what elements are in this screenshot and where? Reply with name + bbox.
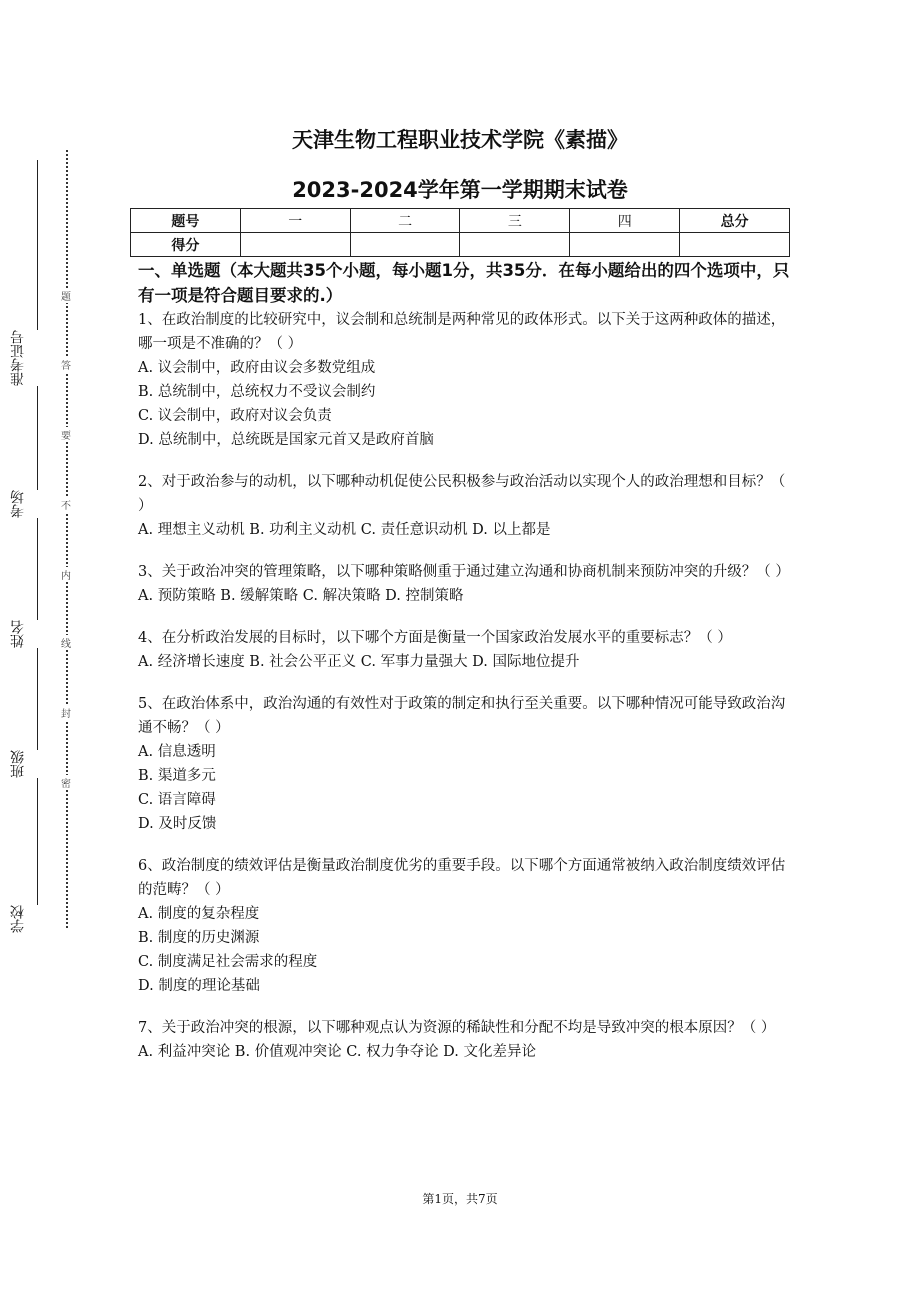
question-option: C. 制度满足社会需求的程度 xyxy=(138,954,318,970)
score-cell-empty xyxy=(460,233,570,257)
question-4 xyxy=(138,626,793,674)
binding-field-ticket-number: 准考证号 xyxy=(8,330,38,386)
question-options: A. 预防策略 B. 缓解策略 C. 解决策略 D. 控制策略 xyxy=(138,588,464,604)
question-options: A. 理想主义动机 B. 功利主义动机 C. 责任意识动机 D. 以上都是 xyxy=(138,522,551,538)
score-cell-empty xyxy=(680,233,790,257)
exam-content xyxy=(138,258,793,1064)
score-cell-empty xyxy=(570,233,680,257)
question-option: B. 制度的历史渊源 xyxy=(138,930,260,946)
score-cell-empty xyxy=(350,233,460,257)
question-1 xyxy=(138,308,793,452)
question-options: A. 利益冲突论 B. 价值观冲突论 C. 权力争夺论 D. 文化差异论 xyxy=(138,1044,537,1060)
exam-title-term: 2023-2024学年第一学期期末试卷 xyxy=(292,178,628,202)
score-cell-part-4: 四 xyxy=(570,209,680,233)
question-options: A. 经济增长速度 B. 社会公平正义 C. 军事力量强大 D. 国际地位提升 xyxy=(138,654,580,670)
question-option: D. 总统制中，总统既是国家元首又是政府首脑 xyxy=(138,432,434,448)
question-6 xyxy=(138,854,793,998)
seal-char-7: 答 xyxy=(58,357,74,372)
question-2 xyxy=(138,470,793,542)
score-cell-part-3: 三 xyxy=(460,209,570,233)
question-option: B. 总统制中，总统权力不受议会制约 xyxy=(138,384,376,400)
score-cell-total: 总分 xyxy=(680,209,790,233)
question-7 xyxy=(138,1016,793,1064)
score-table-header-row xyxy=(131,209,790,233)
question-option: A. 制度的复杂程度 xyxy=(138,906,260,922)
question-3 xyxy=(138,560,793,608)
score-table-score-row xyxy=(131,233,790,257)
seal-char-4: 内 xyxy=(58,567,74,582)
seal-char-1: 密 xyxy=(58,775,74,790)
question-option: B. 渠道多元 xyxy=(138,768,216,784)
question-stem: 5、在政治体系中，政治沟通的有效性对于政策的制定和执行至关重要。以下哪种情况可能导致政治沟通不畅？（ ） xyxy=(138,696,786,736)
seal-char-6: 要 xyxy=(58,427,74,442)
binding-field-school: 学校 xyxy=(8,905,38,933)
score-table xyxy=(130,208,790,257)
section-header-single-choice: 一、单选题（本大题共35个小题，每小题1分，共35分．在每小题给出的四个选项中，只有一项是符合题目要求的.） xyxy=(138,261,790,305)
question-stem: 6、政治制度的绩效评估是衡量政治制度优劣的重要手段。以下哪个方面通常被纳入政治制度绩效评估的范畴？（ ） xyxy=(138,858,786,898)
question-stem: 2、对于政治参与的动机，以下哪种动机促使公民积极参与政治活动以实现个人的政治理想和目标？（ ） xyxy=(138,474,786,514)
question-option: A. 议会制中，政府由议会多数党组成 xyxy=(138,360,376,376)
question-option: D. 制度的理论基础 xyxy=(138,978,260,994)
question-option: A. 信息透明 xyxy=(138,744,216,760)
score-cell-score-label: 得分 xyxy=(131,233,241,257)
seal-char-8: 题 xyxy=(58,288,74,303)
exam-title-school-course: 天津生物工程职业技术学院《素描》 xyxy=(292,128,628,152)
question-stem: 1、在政治制度的比较研究中，议会制和总统制是两种常见的政体形式。以下关于这两种政体的描述，哪一项是不准确的？（ ） xyxy=(138,312,786,352)
score-cell-part-1: 一 xyxy=(240,209,350,233)
binding-margin xyxy=(0,150,80,940)
question-stem: 7、关于政治冲突的根源，以下哪种观点认为资源的稀缺性和分配不均是导致冲突的根本原因？（ ） xyxy=(138,1020,776,1036)
question-option: C. 议会制中，政府对议会负责 xyxy=(138,408,332,424)
question-stem: 3、关于政治冲突的管理策略，以下哪种策略侧重于通过建立沟通和协商机制来预防冲突的升级？（ ） xyxy=(138,564,790,580)
question-option: D. 及时反馈 xyxy=(138,816,217,832)
binding-field-name: 姓名 xyxy=(8,620,38,648)
score-cell-empty xyxy=(240,233,350,257)
binding-field-exam-room: 考场 xyxy=(8,490,38,518)
seal-char-5: 不 xyxy=(58,497,74,512)
seal-char-3: 线 xyxy=(58,635,74,650)
binding-field-class: 班级 xyxy=(8,750,38,778)
score-cell-question-number: 题号 xyxy=(131,209,241,233)
question-stem: 4、在分析政治发展的目标时，以下哪个方面是衡量一个国家政治发展水平的重要标志？（ ） xyxy=(138,630,732,646)
binding-solid-line xyxy=(37,160,38,930)
seal-char-2: 封 xyxy=(58,705,74,720)
page-footer: 第1页，共7页 xyxy=(422,1192,498,1206)
question-5 xyxy=(138,692,793,836)
score-cell-part-2: 二 xyxy=(350,209,460,233)
question-option: C. 语言障碍 xyxy=(138,792,216,808)
binding-dotted-line xyxy=(66,150,68,928)
